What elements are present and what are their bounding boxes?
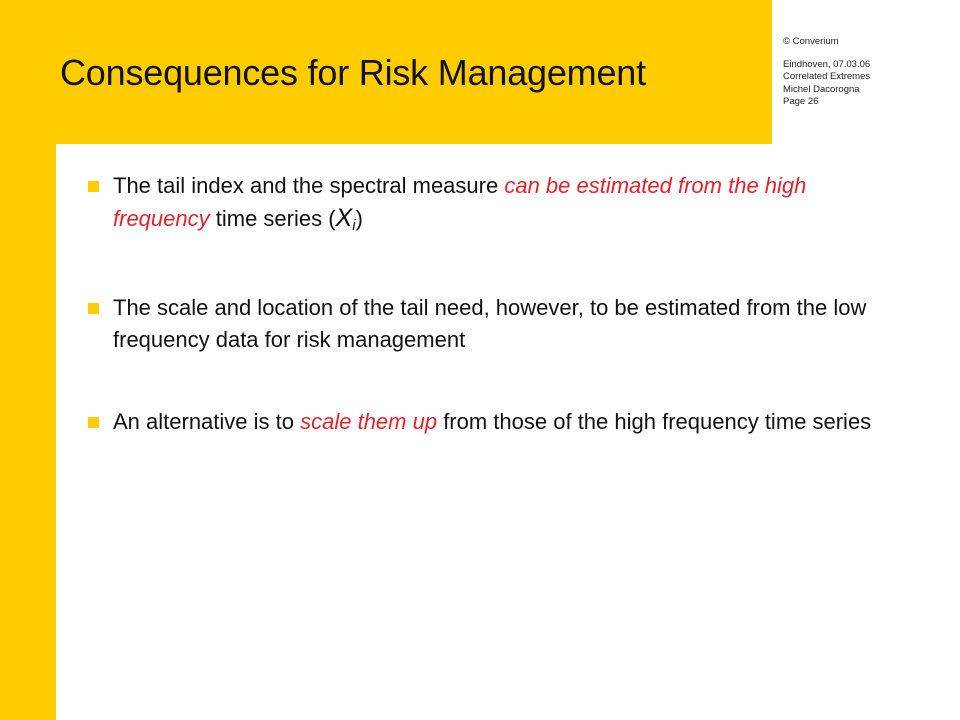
bullet-highlight: can be estimated from the high frequency (113, 173, 807, 231)
bullet-text: time series ( (209, 206, 336, 231)
bullet-alternative (88, 406, 908, 438)
bullet-highlight: scale them up (300, 409, 438, 434)
meta-talk-title: Correlated Extremes (783, 71, 871, 82)
bullet-text: The scale and location of the tail need, however, to be estimated from the low frequency data for risk management (113, 295, 867, 352)
meta-page-number: Page 26 (783, 96, 819, 107)
bullet-text: ) (355, 206, 363, 231)
meta-place-date: Eindhoven, 07.03.06 (783, 58, 871, 70)
bullet-tail-index (88, 170, 908, 242)
slide-title: Consequences for Risk Management (60, 52, 646, 93)
bullet-text: The tail index and the spectral measure (113, 173, 505, 198)
bullet-text: from those of the high frequency time series (437, 409, 872, 434)
bullet-square-icon (88, 181, 99, 192)
bullet-list (88, 170, 908, 488)
math-subscript: i (352, 217, 356, 234)
meta-author: Michel Dacorogna (783, 83, 860, 95)
bullet-scale-location (88, 292, 908, 356)
bullet-square-icon (88, 417, 99, 428)
bullet-text: An alternative is to (113, 409, 301, 434)
math-symbol: X (335, 204, 353, 232)
bullet-square-icon (88, 303, 99, 314)
copyright-notice: © Converium (783, 36, 839, 47)
slide-meta (783, 36, 870, 109)
